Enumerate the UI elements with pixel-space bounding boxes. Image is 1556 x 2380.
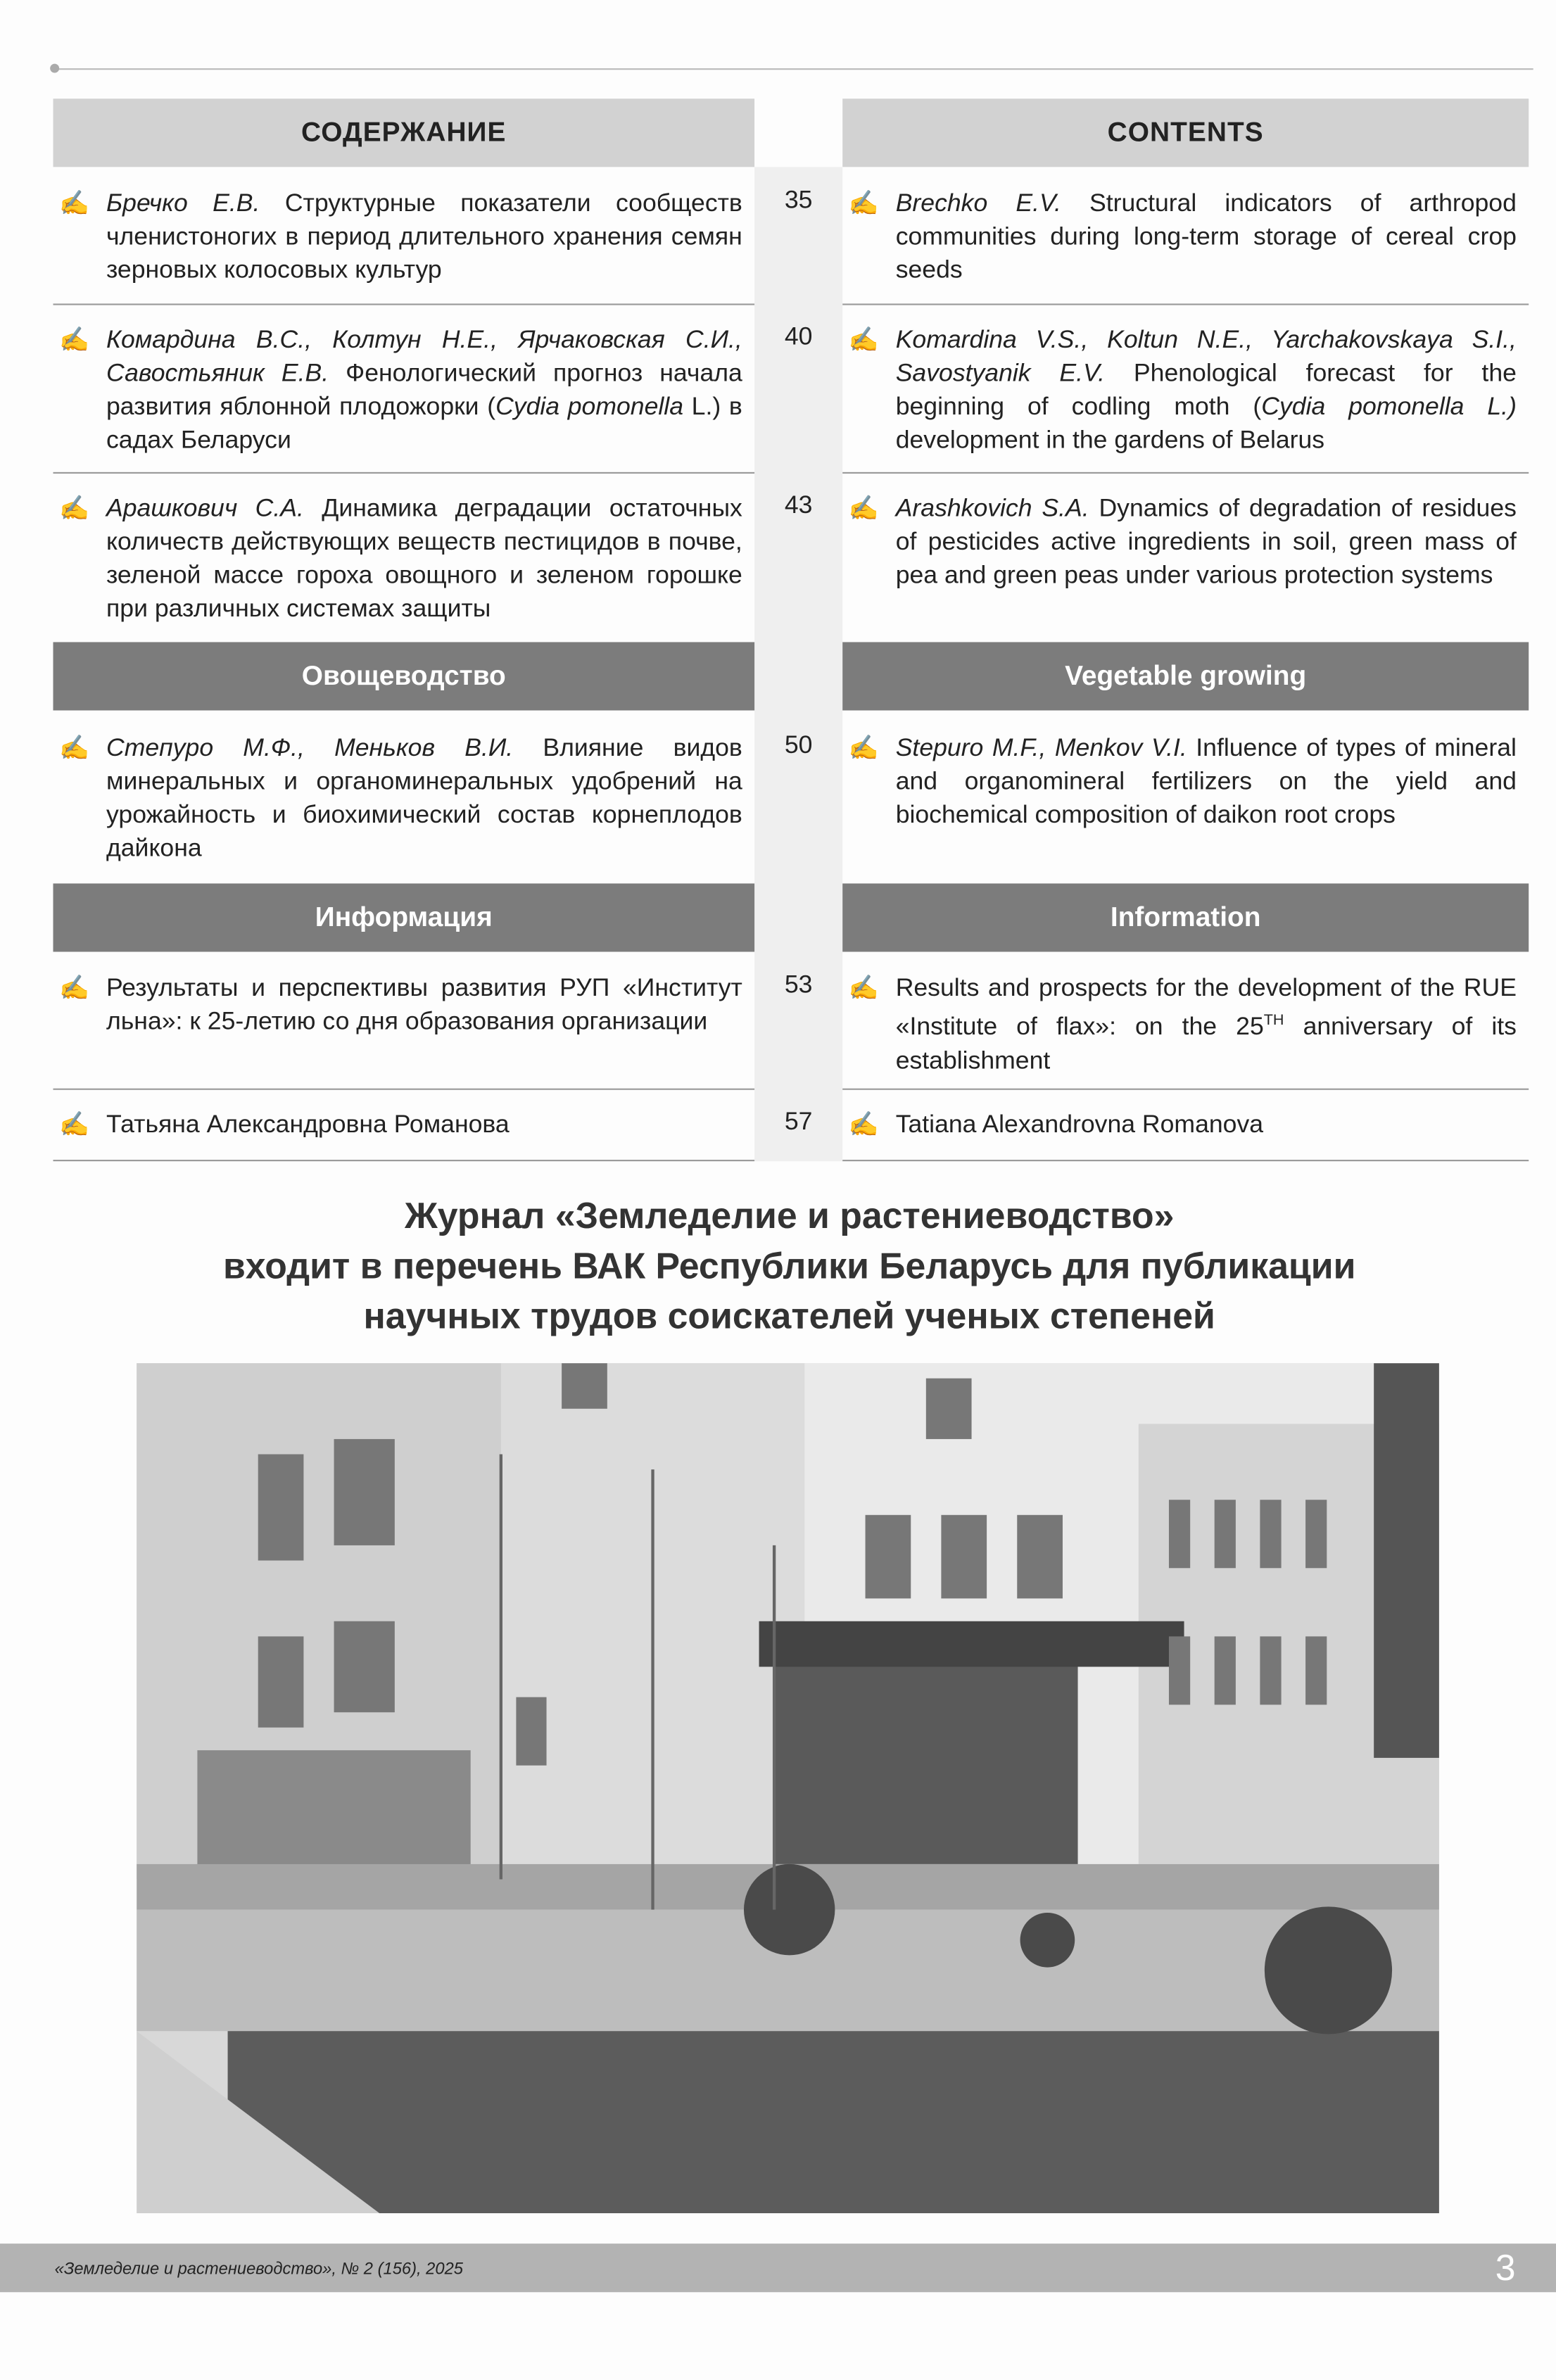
entry-title: Структурные показатели сообществ членистоногих в период длительного хранения семян зерновых колосовых культур bbox=[106, 189, 742, 284]
divider bbox=[842, 1160, 1529, 1161]
page-number: 53 bbox=[784, 971, 813, 999]
divider bbox=[53, 303, 754, 305]
divider bbox=[842, 1089, 1529, 1090]
page-number: 50 bbox=[784, 731, 813, 759]
notice-line: научных трудов соискателей ученых степеней bbox=[363, 1296, 1215, 1338]
page-number-footer: 3 bbox=[1495, 2248, 1516, 2289]
entry-title: Influence of types of mineral and organomineral fertilizers on the yield and biochemical composition of daikon root crops bbox=[895, 735, 1517, 829]
toc-entry-ru[interactable] bbox=[53, 492, 754, 626]
pen-icon: ✍ bbox=[59, 1113, 90, 1139]
divider bbox=[53, 1160, 754, 1161]
divider bbox=[842, 472, 1529, 474]
divider bbox=[53, 1089, 754, 1090]
toc-entry-ru[interactable] bbox=[53, 732, 754, 866]
entry-authors: Brechko E.V. bbox=[895, 189, 1061, 217]
notice-line: входит в перечень ВАК Республики Беларусь для публикации bbox=[222, 1246, 1356, 1288]
contents-ru-heading: СОДЕРЖАНИЕ bbox=[53, 99, 754, 167]
section-information-en: Information bbox=[842, 883, 1529, 951]
latin-name: Cydia pomonella bbox=[495, 393, 683, 421]
top-rule bbox=[53, 68, 1533, 70]
institute-building-photo bbox=[137, 1363, 1439, 2213]
page-number: 35 bbox=[784, 186, 813, 215]
pen-icon: ✍ bbox=[59, 736, 90, 762]
divider bbox=[53, 472, 754, 474]
entry-title: Structural indicators of arthropod communities during long-term storage of cereal crop seeds bbox=[895, 189, 1517, 284]
entry-authors: Stepuro M.F., Menkov V.I. bbox=[895, 735, 1187, 762]
entry-title: Фенологический прогноз начала развития яблонной плодожорки ( bbox=[106, 360, 742, 421]
pen-icon: ✍ bbox=[848, 496, 879, 523]
latin-name: Cydia pomonella L.) bbox=[1261, 393, 1517, 421]
page-number: 43 bbox=[784, 491, 813, 519]
superscript: TH bbox=[1263, 1012, 1284, 1030]
section-information-ru: Информация bbox=[53, 883, 754, 951]
toc-entry-ru[interactable] bbox=[53, 323, 754, 457]
entry-title: Результаты и перспективы развития РУП «Институт льна»: к 25-летию со дня образования организации bbox=[106, 974, 742, 1036]
pen-icon: ✍ bbox=[59, 496, 90, 523]
pen-icon: ✍ bbox=[848, 191, 879, 217]
entry-authors: Комардина В.С., Колтун Н.Е., Ярчаковская С.И., Савостьяник Е.В. bbox=[106, 326, 742, 388]
entry-title-end: anniversary of its establishment bbox=[895, 1013, 1517, 1075]
divider bbox=[842, 303, 1529, 305]
entry-title: Динамика деградации остаточных количеств действующих веществ пестицидов в почве, зеленой массе гороха овощного и зеленом горошке при различных системах защиты bbox=[106, 495, 742, 623]
toc-entry-en[interactable] bbox=[842, 492, 1529, 592]
contents-en-heading: CONTENTS bbox=[842, 99, 1529, 167]
entry-authors: Степуро М.Ф., Меньков В.И. bbox=[106, 735, 514, 762]
pen-icon: ✍ bbox=[59, 976, 90, 1002]
toc-entry-ru[interactable] bbox=[53, 972, 754, 1039]
footer-journal-info: «Земледелие и растениеводство», № 2 (156), 2025 bbox=[54, 2260, 463, 2279]
section-vegetable-ru: Овощеводство bbox=[53, 642, 754, 710]
entry-authors: Бречко Е.В. bbox=[106, 189, 260, 217]
entry-title: Results and prospects for the development of the RUE «Institute of flax»: on the 25 bbox=[895, 974, 1517, 1041]
pen-icon: ✍ bbox=[59, 327, 90, 354]
entry-title-end: development in the gardens of Belarus bbox=[895, 426, 1325, 454]
pen-icon: ✍ bbox=[848, 1113, 879, 1139]
entry-title: Tatiana Alexandrovna Romanova bbox=[895, 1110, 1264, 1139]
notice-line: Журнал «Земледелие и растениеводство» bbox=[404, 1196, 1175, 1238]
toc-entry-en[interactable] bbox=[842, 323, 1529, 457]
entry-title: Татьяна Александровна Романова bbox=[106, 1110, 510, 1139]
toc-entry-en[interactable] bbox=[842, 186, 1529, 286]
pen-icon: ✍ bbox=[848, 976, 879, 1002]
toc-entry-en[interactable] bbox=[842, 972, 1529, 1077]
page-number: 57 bbox=[784, 1108, 813, 1136]
toc-entry-en[interactable] bbox=[842, 1108, 1529, 1141]
toc-entry-en[interactable] bbox=[842, 732, 1529, 832]
entry-title-end: L.) в садах Беларуси bbox=[106, 393, 742, 454]
pen-icon: ✍ bbox=[848, 736, 879, 762]
entry-title: Dynamics of degradation of residues of pesticides active ingredients in soil, green mass of pea and green peas under various protection systems bbox=[895, 495, 1517, 589]
entry-authors: Арашкович С.А. bbox=[106, 495, 304, 523]
top-dot bbox=[50, 64, 59, 73]
entry-authors: Komardina V.S., Koltun N.E., Yarchakovskaya S.I., Savostyanik E.V. bbox=[895, 326, 1517, 388]
entry-title: Влияние видов минеральных и органоминеральных удобрений на урожайность и биохимический состав корнеплодов дайкона bbox=[106, 735, 742, 863]
toc-entry-ru[interactable] bbox=[53, 186, 754, 286]
pen-icon: ✍ bbox=[59, 191, 90, 217]
pen-icon: ✍ bbox=[848, 327, 879, 354]
entry-title: Phenological forecast for the beginning of codling moth ( bbox=[895, 360, 1517, 421]
page-number-column bbox=[754, 167, 842, 1161]
page-number: 40 bbox=[784, 323, 813, 351]
entry-authors: Arashkovich S.A. bbox=[895, 495, 1089, 523]
toc-entry-ru[interactable] bbox=[53, 1108, 754, 1141]
section-vegetable-en: Vegetable growing bbox=[842, 642, 1529, 710]
